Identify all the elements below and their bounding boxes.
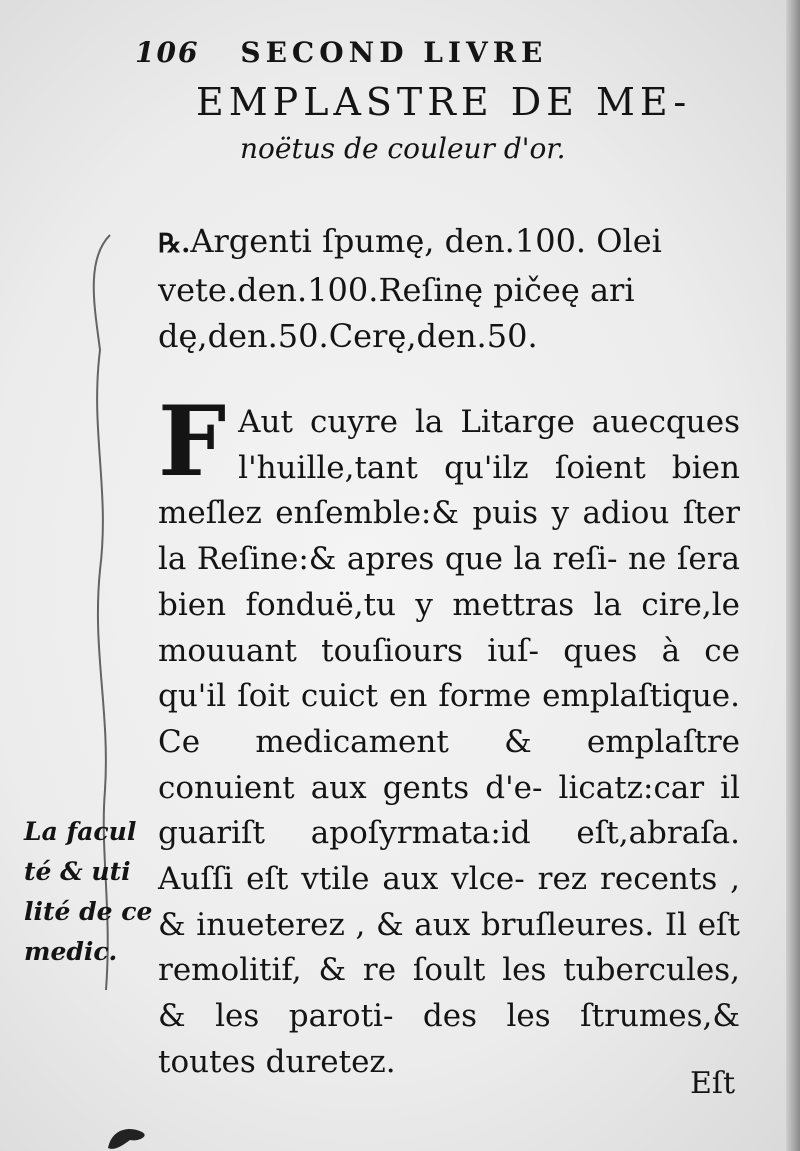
running-title: SECOND LIVRE: [240, 36, 548, 69]
margin-note: La facul té & uti lité de ce medic.: [24, 817, 153, 966]
drop-cap: F: [158, 385, 227, 498]
body-text: Aut cuyre la Litarge auecques l'huille,tant qu'ilz ſoient bien meſlez enſemble:& puis y adiou ſter la Reſine:& apres que la reſi- ne ſera bien fonduë,tu y mettras la cire,le mouuant touſiours iuſ- ques à ce qu'il ſoit cuict en forme emplaſtique. Ce medicament & emplaſtre conuient aux gents d'e- licatz:car il guariſt apoſyrmata:id eſt,abraſa. Auſſi eſt vtile aux vlce- rez recents , & inueterez , & aux bruſleures. Il eſt remolitif, & re ſoult les tubercules, & les paroti- des les ſtrumes,& toutes duretez.: [158, 404, 740, 1080]
page-edge-shadow: [786, 0, 800, 1151]
catchword: Eſt: [690, 1066, 736, 1101]
page-number: 106: [135, 36, 200, 69]
recipe-block: [158, 218, 738, 359]
recipe-text: Argenti ſpumę, den.100. Olei vete.den.100.Reſinę pičeę ari dę,den.50.Cerę,den.50.: [158, 222, 662, 355]
section-title: EMPLASTRE DE ME-: [196, 80, 692, 124]
page-header: [135, 36, 547, 69]
section-subtitle: noëtus de couleur d'or.: [240, 132, 566, 165]
body-paragraph: [158, 385, 740, 1086]
recipe-symbol: ℞.: [158, 229, 191, 259]
ink-smudge: [100, 1118, 160, 1151]
